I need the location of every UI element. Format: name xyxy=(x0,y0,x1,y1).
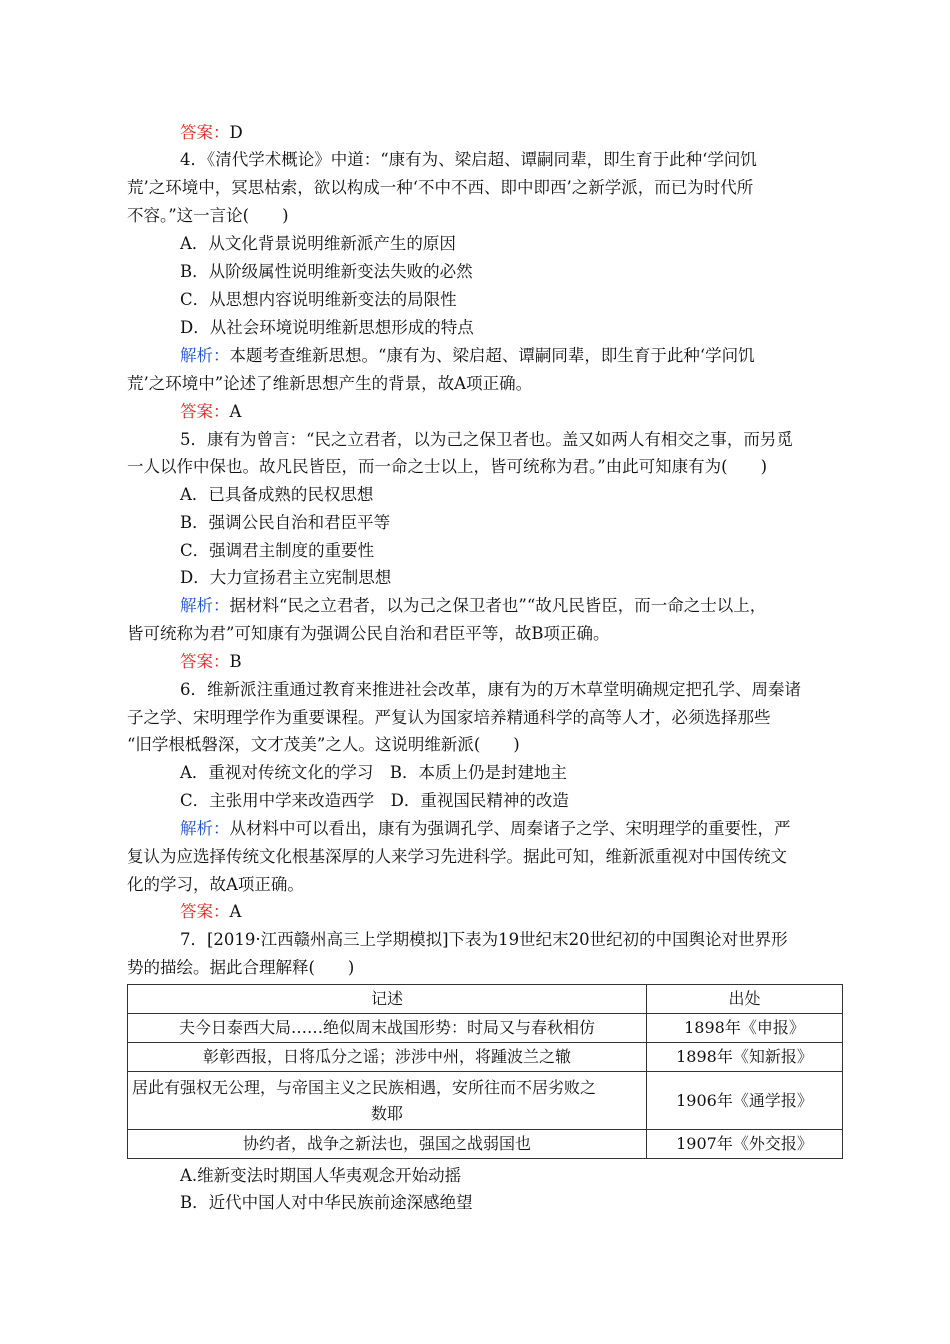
answer-value: A xyxy=(229,402,242,421)
q4-option-c: C．从思想内容说明维新变法的局限性 xyxy=(180,290,457,309)
q4-option-d: D．从社会环境说明维新思想形成的特点 xyxy=(180,318,474,337)
q5-explanation-line2: 皆可统称为君”可知康有为强调公民自治和君臣平等，故B项正确。 xyxy=(127,624,610,643)
q4-stem-line3: 不容。”这一言论( ) xyxy=(127,206,289,225)
q4-stem-line1: 4．《清代学术概论》中道：“康有为、梁启超、谭嗣同辈，即生育于此种‘学问饥 xyxy=(180,150,757,169)
answer-label: 答案： xyxy=(180,123,230,142)
table-header-cell: 出处 xyxy=(647,985,843,1014)
table-cell-text: 彰彰西报，日将瓜分之谣；涉涉中州，将踵波兰之辙 xyxy=(128,1043,647,1072)
explanation-text: 据材料“民之立君者，以为己之保卫者也”“故凡民皆臣，而一命之士以上， xyxy=(229,596,767,615)
q6-answer xyxy=(180,902,241,922)
table-cell-source: 1898年《申报》 xyxy=(647,1014,843,1043)
q7-option-b: B．近代中国人对中华民族前途深感绝望 xyxy=(180,1193,473,1212)
table-row xyxy=(128,1072,843,1130)
q5-option-a: A．已具备成熟的民权思想 xyxy=(180,485,374,504)
table-cell-text xyxy=(128,1072,647,1130)
q4-explanation-line2: 荒’之环境中”论述了维新思想产生的背景，故A项正确。 xyxy=(127,374,533,393)
q4-stem-line2: 荒’之环境中，冥思枯索，欲以构成一种‘不中不西、即中即西’之新学派，而已为时代所 xyxy=(127,178,754,197)
q6-stem-line1: 6．维新派注重通过教育来推进社会改革，康有为的万木草堂明确规定把孔学、周秦诸 xyxy=(180,680,801,699)
q5-answer xyxy=(180,652,242,672)
q5-option-d: D．大力宣扬君主立宪制思想 xyxy=(180,568,392,587)
q5-option-b: B．强调公民自治和君臣平等 xyxy=(180,513,391,532)
q4-answer xyxy=(180,402,241,422)
q6-explanation-line1 xyxy=(180,819,791,839)
explanation-label: 解析： xyxy=(180,819,230,838)
q6-options-ab: A．重视对传统文化的学习 B．本质上仍是封建地主 xyxy=(180,763,568,782)
answer-value: D xyxy=(229,123,243,142)
table-cell-text-line1: 居此有强权无公理，与帝国主义之民族相遇，安所往而不居劣败之 xyxy=(132,1077,597,1097)
explanation-label: 解析： xyxy=(180,346,230,365)
answer-value: A xyxy=(229,902,242,921)
answer-prev xyxy=(180,123,243,143)
q5-explanation-line1 xyxy=(180,596,766,616)
q7-stem-line2: 势的描绘。据此合理解释( ) xyxy=(127,958,355,977)
q6-stem-line3: “旧学根柢磐深，文才茂美”之人。这说明维新派( ) xyxy=(127,735,520,754)
explanation-text: 本题考查维新思想。“康有为、梁启超、谭嗣同辈，即生育于此种‘学问饥 xyxy=(229,346,755,365)
q5-stem-line2: 一人以作中保也。故凡民皆臣，而一命之士以上，皆可统称为君。”由此可知康有为( ) xyxy=(127,457,768,476)
table-row xyxy=(128,1130,843,1159)
q4-option-a: A．从文化背景说明维新派产生的原因 xyxy=(180,234,456,253)
q4-explanation-line1 xyxy=(180,346,755,366)
answer-label: 答案： xyxy=(180,402,230,421)
q6-explanation-line3: 化的学习，故A项正确。 xyxy=(127,875,304,894)
q6-options-cd: C．主张用中学来改造西学 D．重视国民精神的改造 xyxy=(180,791,569,810)
explanation-text: 从材料中可以看出，康有为强调孔学、周秦诸子之学、宋明理学的重要性，严 xyxy=(229,819,791,838)
table-cell-text: 协约者，战争之新法也，强国之战弱国也 xyxy=(128,1130,647,1159)
table-cell-source: 1906年《通学报》 xyxy=(647,1072,843,1130)
table-cell-source: 1898年《知新报》 xyxy=(647,1043,843,1072)
explanation-label: 解析： xyxy=(180,596,230,615)
answer-label: 答案： xyxy=(180,652,230,671)
q5-stem-line1: 5．康有为曾言：“民之立君者，以为己之保卫者也。盖又如两人有相交之事，而另觅 xyxy=(180,430,793,449)
q7-stem-line1: 7．[2019·江西赣州高三上学期模拟]下表为19世纪末20世纪初的中国舆论对世界形 xyxy=(180,930,788,949)
table-cell-text: 夫今日泰西大局……绝似周末战国形势：时局又与春秋相仿 xyxy=(128,1014,647,1043)
table-row xyxy=(128,1014,843,1043)
table-row xyxy=(128,1043,843,1072)
source-table xyxy=(127,984,843,1159)
table-header-row xyxy=(128,985,843,1014)
table-cell-source: 1907年《外交报》 xyxy=(647,1130,843,1159)
q7-option-a: A.维新变法时期国人华夷观念开始动摇 xyxy=(180,1166,462,1185)
answer-value: B xyxy=(229,652,242,671)
q4-option-b: B．从阶级属性说明维新变法失败的必然 xyxy=(180,262,473,281)
answer-label: 答案： xyxy=(180,902,230,921)
table-header-cell: 记述 xyxy=(128,985,647,1014)
table-cell-text-line2: 数耶 xyxy=(370,1103,403,1123)
q6-explanation-line2: 复认为应选择传统文化根基深厚的人来学习先进科学。据此可知，维新派重视对中国传统文 xyxy=(127,847,787,866)
q6-stem-line2: 子之学、宋明理学作为重要课程。严复认为国家培养精通科学的高等人才，必须选择那些 xyxy=(127,708,771,727)
q5-option-c: C．强调君主制度的重要性 xyxy=(180,541,375,560)
